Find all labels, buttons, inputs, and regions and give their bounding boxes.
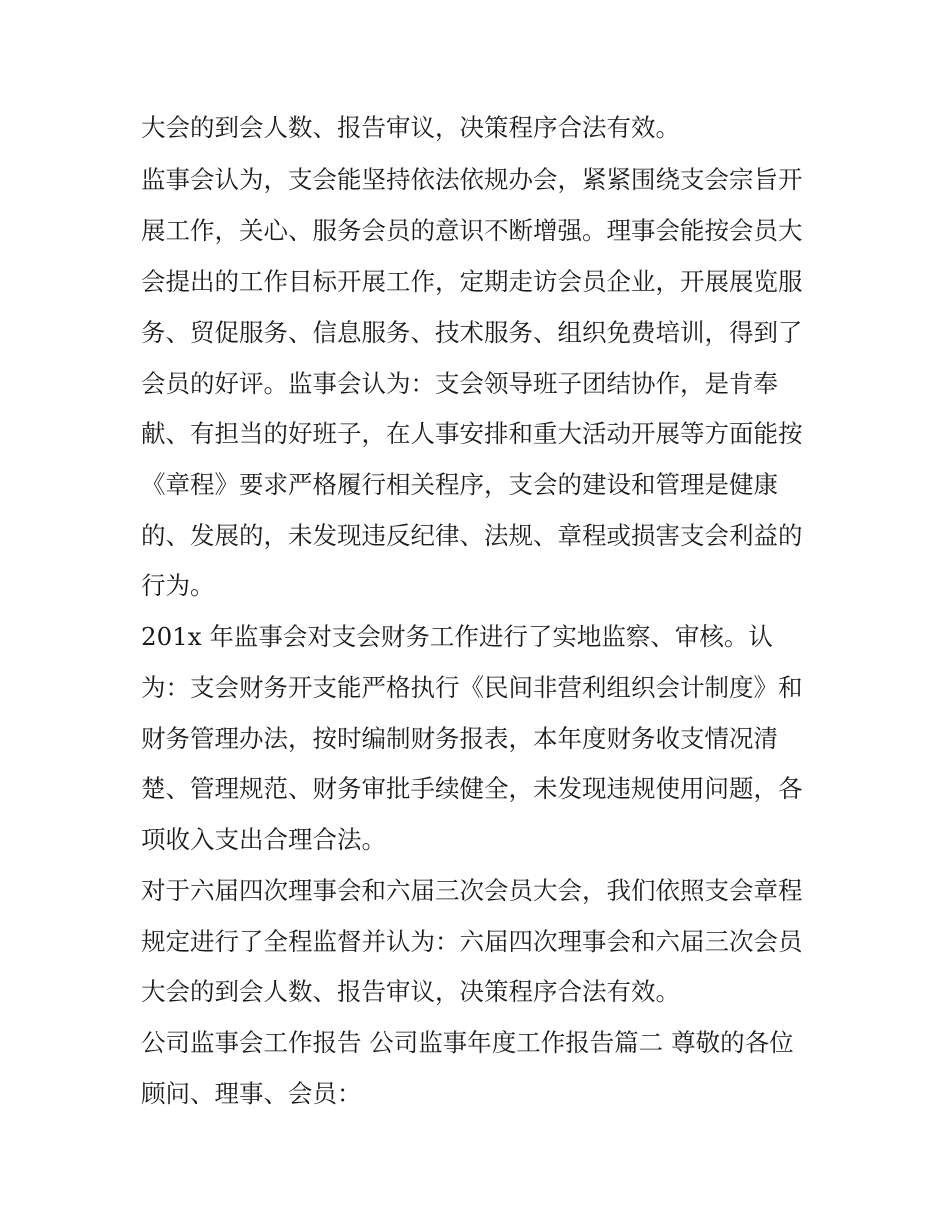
text-line: 务、贸促服务、信息服务、技术服务、组织免费培训，得到了	[141, 318, 803, 347]
text-line: 展工作，关心、服务会员的意识不断增强。理事会能按会员大	[141, 216, 803, 245]
text-line: 的、发展的，未发现违反纪律、法规、章程或损害支会利益的	[141, 521, 803, 550]
text-line: 会员的好评。监事会认为：支会领导班子团结协作，是肯奉	[141, 369, 778, 398]
text-line: 规定进行了全程监督并认为：六届四次理事会和六届三次会员	[141, 927, 803, 956]
text-line: 行为。	[141, 571, 215, 600]
text-line: 项收入支出合理合法。	[141, 825, 386, 854]
text-line: 大会的到会人数、报告审议，决策程序合法有效。	[141, 113, 680, 142]
text-line: 献、有担当的好班子，在人事安排和重大活动开展等方面能按	[141, 419, 803, 448]
text-line: 201x 年监事会对支会财务工作进行了实地监察、审核。认	[141, 622, 773, 651]
text-line: 《章程》要求严格履行相关程序，支会的建设和管理是健康	[141, 470, 778, 499]
text-line: 大会的到会人数、报告审议，决策程序合法有效。	[141, 977, 680, 1006]
text-line: 对于六届四次理事会和六届三次会员大会，我们依照支会章程	[141, 876, 803, 905]
text-line: 为：支会财务开支能严格执行《民间非营利组织会计制度》和	[141, 673, 803, 702]
text-line: 顾问、理事、会员：	[141, 1079, 362, 1108]
text-line: 会提出的工作目标开展工作，定期走访会员企业，开展展览服	[141, 267, 803, 296]
text-line: 楚、管理规范、财务审批手续健全，未发现违规使用问题，各	[141, 774, 803, 803]
text-line: 财务管理办法，按时编制财务报表，本年度财务收支情况清	[141, 724, 778, 753]
text-line: 公司监事会工作报告 公司监事年度工作报告篇二 尊敬的各位	[141, 1028, 794, 1057]
text-line: 监事会认为，支会能坚持依法依规办会，紧紧围绕支会宗旨开	[141, 165, 803, 194]
